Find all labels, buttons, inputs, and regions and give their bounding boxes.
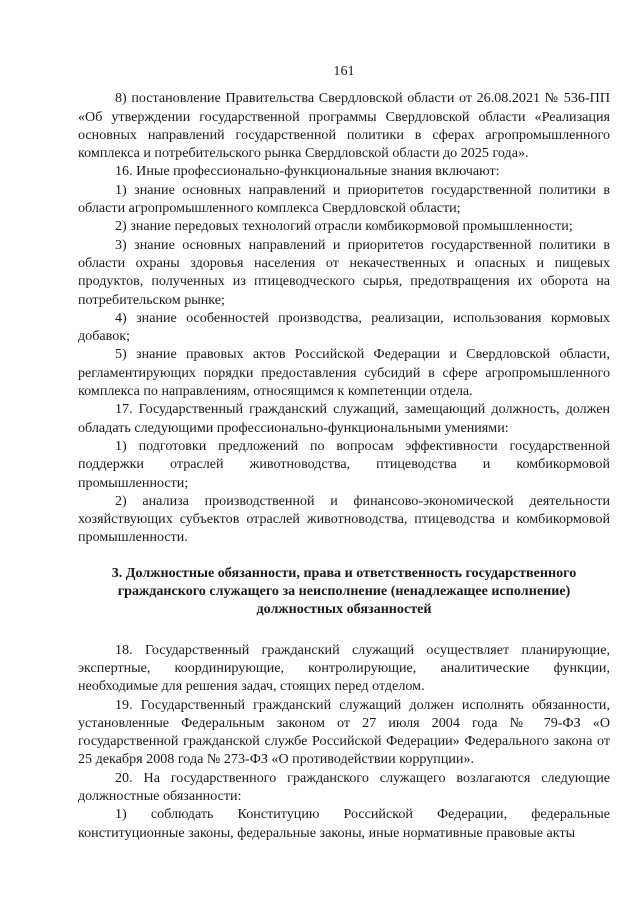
paragraph-17: 17. Государственный гражданский служащий, замещающий должность, должен обладать следующими профессионально-функциональными умениями: xyxy=(78,401,610,436)
paragraph-16-item-2: 2) знание передовых технологий отрасли комбикормовой промышленности; xyxy=(115,218,573,235)
paragraph-16-item-1: 1) знание основных направлений и приоритетов государственной политики в области агропромышленного комплекса Свердловской области; xyxy=(78,181,610,217)
paragraph-18: 18. Государственный гражданский служащий осуществляет планирующие, экспертные, координирующие, контролирующие, аналитические функции, необходимые для решения задач, стоящих перед отделом. xyxy=(78,641,610,695)
paragraph-16-item-3: 3) знание основных направлений и приоритетов государственной политики в области охраны здоровья населения от некачественных и опасных и пищевых продуктов, полученных из птицеводческого сырья, предотвращения их оборота на потребительском рынке; xyxy=(78,236,610,308)
paragraph-16-item-4: 4) знание особенностей производства, реализации, использования кормовых добавок; xyxy=(78,309,610,345)
paragraph-19: 19. Государственный гражданский служащий должен исполнять обязанности, установленные Федеральным законом от 27 июля 2004 года № 79-ФЗ «О государственной гражданской службе Российской Федерации» Федерального закона от 25 декабря 2008 года № 273-ФЗ «О противодействии коррупции». xyxy=(78,696,610,768)
section-heading: 3. Должностные обязанности, права и ответственность государственного гражданского служащего за неисполнение (ненадлежащее исполнение) должностных обязанностей xyxy=(111,564,577,618)
paragraph-16-item-5: 5) знание правовых актов Российской Федерации и Свердловской области, регламентирующих порядки предоставления субсидий в сфере агропромышленного комплекса по направлениям, относящимся к компетенции отдела. xyxy=(78,346,610,400)
page-number: 161 xyxy=(333,63,355,79)
paragraph-16: 16. Иные профессионально-функциональные знания включают: xyxy=(115,163,500,180)
paragraph-item-8: 8) постановление Правительства Свердловской области от 26.08.2021 № 536-ПП «Об утверждении государственной программы Свердловской области «Реализация основных направлений государственной политики в сферах агропромышленного комплекса и потребительского рынка Свердловской области до 2025 года». xyxy=(78,90,610,162)
paragraph-20: 20. На государственного гражданского служащего возлагаются следующие должностные обязанности: xyxy=(78,769,610,804)
paragraph-17-item-1: 1) подготовки предложений по вопросам эффективности государственной поддержки отраслей животноводства, птицеводства и комбикормовой промышленности; xyxy=(78,437,610,491)
paragraph-20-item-1: 1) соблюдать Конституцию Российской Федерации, федеральные конституционные законы, федеральные законы, иные нормативные правовые акты xyxy=(78,806,610,841)
paragraph-17-item-2: 2) анализа производственной и финансово-экономической деятельности хозяйствующих субъектов отраслей животноводства, птицеводства и комбикормовой промышленности. xyxy=(78,492,610,546)
